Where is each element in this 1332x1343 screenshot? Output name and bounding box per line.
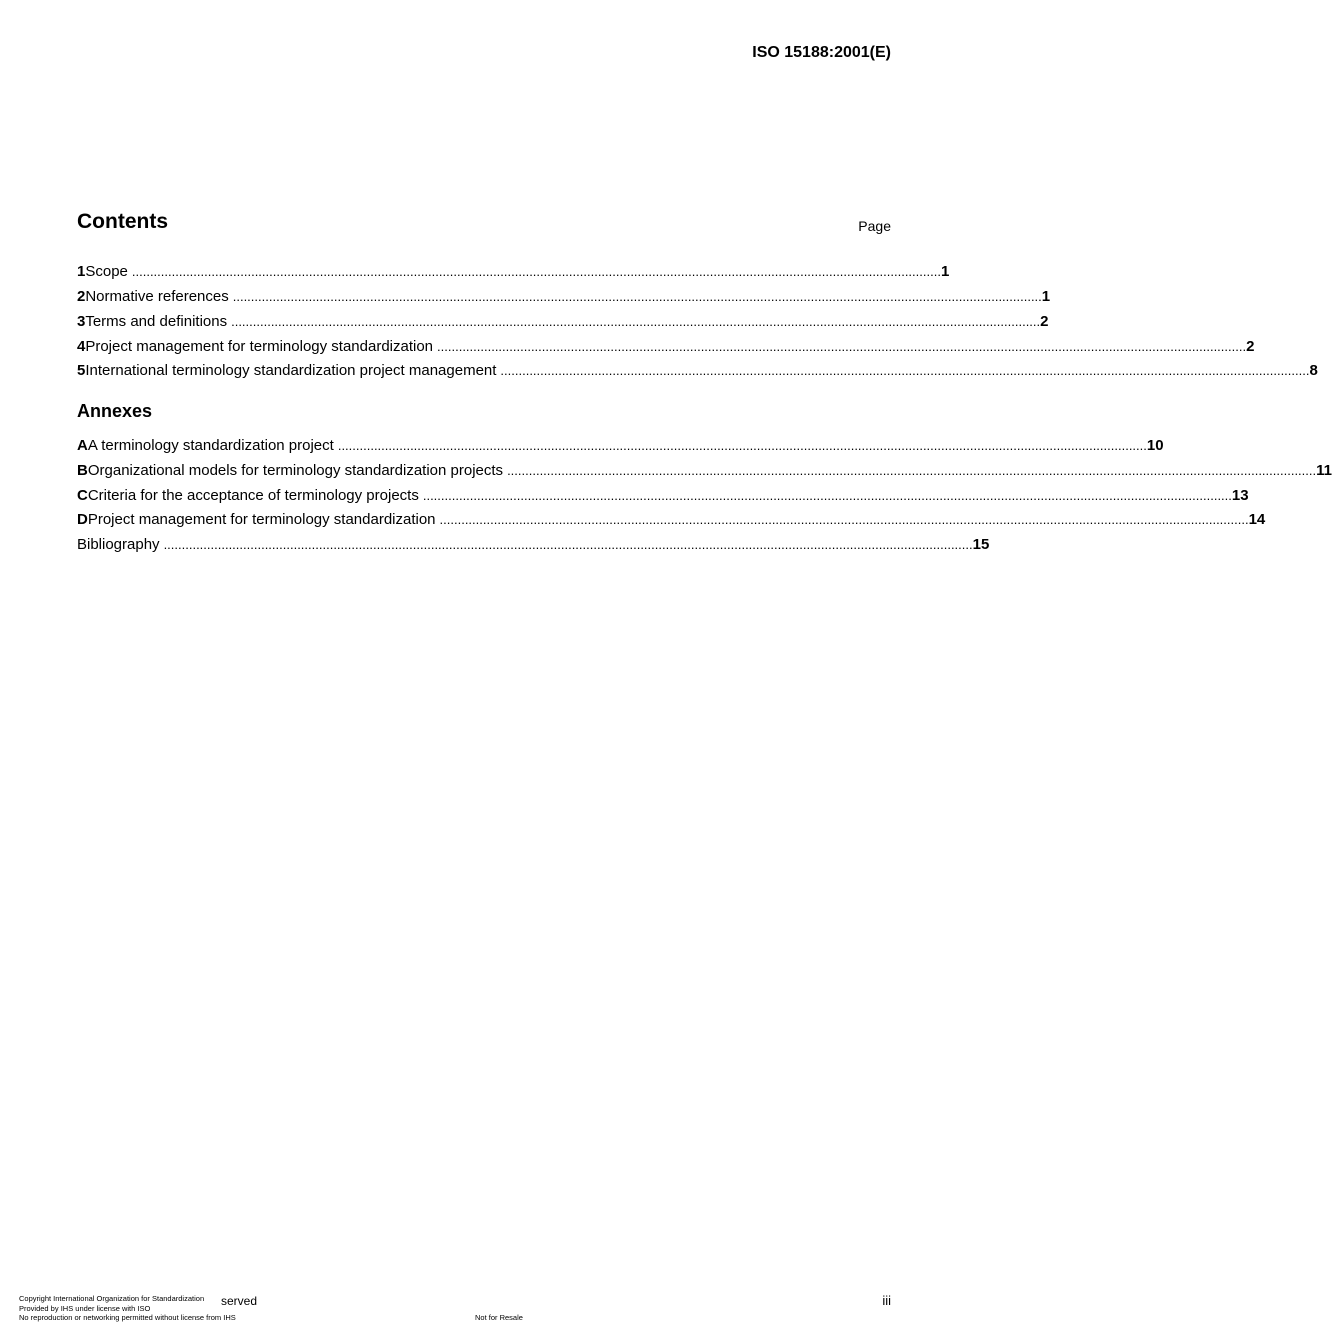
annex-title: Organizational models for terminology standardization projects — [87, 462, 504, 479]
dot-leader: ................................................................................................................................................................................................................................ — [437, 339, 1247, 354]
page-number: 1 — [1041, 288, 1051, 305]
page-number: 10 — [1146, 437, 1164, 454]
clause-title: Normative references — [85, 288, 229, 305]
toc-entry-international-project-management[interactable] — [77, 361, 1318, 381]
clause-title: Scope — [85, 263, 128, 280]
footer-license-notice — [19, 1294, 236, 1323]
page-column-label: Page — [858, 218, 891, 234]
toc-entry-annex-b[interactable] — [77, 461, 1332, 481]
dot-leader: ................................................................................................................................................................................................................................ — [507, 463, 1317, 478]
clause-title: Terms and definitions — [85, 313, 228, 330]
dot-leader: ................................................................................................................................................................................................................................ — [131, 264, 941, 279]
dot-leader: ................................................................................................................................................................................................................................ — [232, 289, 1042, 304]
clause-number: 4 — [77, 338, 86, 355]
page-number: 13 — [1231, 487, 1249, 504]
page-number: 11 — [1316, 462, 1332, 479]
toc-entry-normative-references[interactable] — [77, 287, 1051, 307]
toc-entry-project-management[interactable] — [77, 337, 1255, 357]
clause-number: 1 — [77, 263, 86, 280]
provided-line: Provided by IHS under license with ISO — [19, 1303, 151, 1313]
annex-title: Criteria for the acceptance of terminology projects — [87, 487, 419, 504]
page-number: 2 — [1246, 338, 1255, 355]
clause-title: Project management for terminology standardization — [85, 338, 434, 355]
page-number: 1 — [940, 263, 950, 280]
annex-letter: A — [77, 437, 88, 454]
clause-title: International terminology standardization project management — [85, 362, 497, 379]
toc-entry-annex-a[interactable] — [77, 436, 1164, 456]
toc-entry-bibliography[interactable] — [77, 535, 990, 555]
toc-entry-annex-c[interactable] — [77, 486, 1249, 506]
dot-leader: ................................................................................................................................................................................................................................ — [163, 537, 973, 552]
dot-leader: ................................................................................................................................................................................................................................ — [439, 512, 1249, 527]
page-number: 15 — [972, 536, 990, 553]
page-number-roman: iii — [882, 1293, 891, 1308]
annex-title: A terminology standardization project — [87, 437, 334, 454]
page-number: 2 — [1040, 313, 1049, 330]
annex-letter: C — [77, 487, 88, 504]
annex-letter: B — [77, 462, 88, 479]
not-for-resale-text: Not for Resale — [475, 1313, 523, 1322]
contents-heading: Contents — [77, 210, 168, 233]
clause-number: 2 — [77, 288, 86, 305]
annex-letter: D — [77, 511, 88, 528]
no-reproduction-line: No reproduction or networking permitted without license from IHS — [19, 1313, 236, 1322]
dot-leader: ................................................................................................................................................................................................................................ — [500, 363, 1310, 378]
page-number: 14 — [1248, 511, 1266, 528]
toc-entry-scope[interactable] — [77, 262, 950, 282]
rights-reserved-text: served — [221, 1294, 258, 1308]
document-id: ISO 15188:2001(E) — [752, 44, 891, 61]
dot-leader: ................................................................................................................................................................................................................................ — [422, 488, 1232, 503]
page-number: 8 — [1309, 362, 1318, 379]
clause-number: 5 — [77, 362, 86, 379]
bibliography-title: Bibliography — [77, 536, 160, 553]
toc-entry-terms-definitions[interactable] — [77, 312, 1049, 332]
clause-number: 3 — [77, 313, 86, 330]
dot-leader: ................................................................................................................................................................................................................................ — [337, 438, 1147, 453]
toc-entry-annex-d[interactable] — [77, 510, 1266, 530]
annex-title: Project management for terminology standardization — [87, 511, 436, 528]
copyright-line: Copyright International Organization for Standardization — [19, 1294, 205, 1303]
annexes-heading: Annexes — [77, 401, 153, 421]
dot-leader: ................................................................................................................................................................................................................................ — [231, 314, 1041, 329]
